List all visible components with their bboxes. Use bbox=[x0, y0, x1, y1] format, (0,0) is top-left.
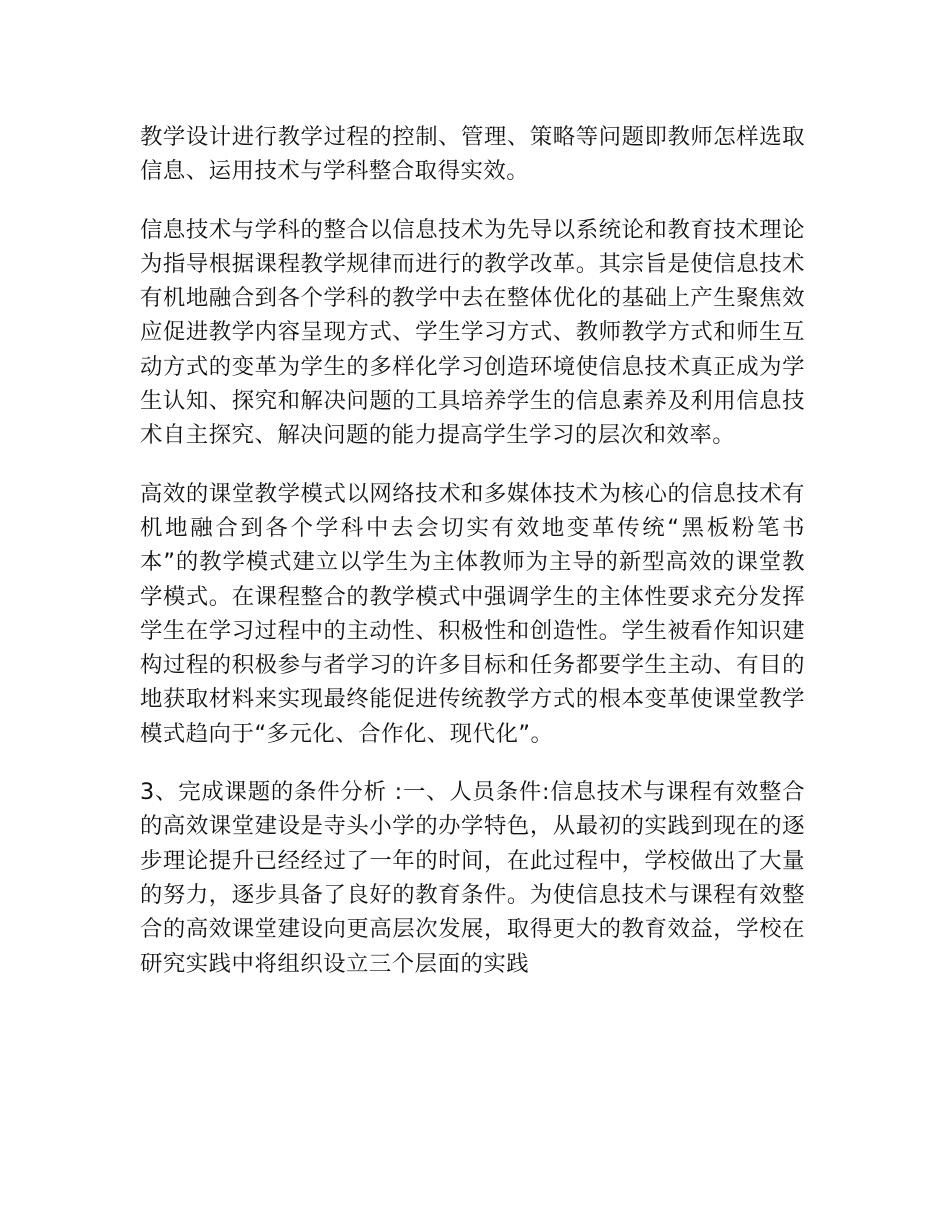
paragraph-2: 信息技术与学科的整合以信息技术为先导以系统论和教育技术理论为指导根据课程教学规律而进行的教学改革。其宗旨是使信息技术有机地融合到各个学科的教学中去在整体优化的基础上产生聚焦效应促进教学内容呈现方式、学生学习方式、教师教学方式和师生互动方式的变革为学生的多样化学习创造环境使信息技术真正成为学生认知、探究和解决问题的工具培养学生的信息素养及利用信息技术自主探究、解决问题的能力提高学生学习的层次和效率。 bbox=[140, 216, 805, 449]
paragraph-4: 3、完成课题的条件分析 :一、人员条件:信息技术与课程有效整合的高效课堂建设是寺头小学的办学特色，从最初的实践到现在的逐步理论提升已经经过了一年的时间，在此过程中，学校做出了大量的努力，逐步具备了良好的教育条件。为使信息技术与课程有效整合的高效课堂建设向更高层次发展，取得更大的教育效益，学校在研究实践中将组织设立三个层面的实践 bbox=[140, 779, 805, 977]
document-body bbox=[140, 120, 805, 981]
paragraph-3: 高效的课堂教学模式以网络技术和多媒体技术为核心的信息技术有机地融合到各个学科中去会切实有效地变革传统“黑板粉笔书本”的教学模式建立以学生为主体教师为主导的新型高效的课堂教学模式。在课程整合的教学模式中强调学生的主体性要求充分发挥学生在学习过程中的主动性、积极性和创造性。学生被看作知识建构过程的积极参与者学习的许多目标和任务都要学生主动、有目的地获取材料来实现最终能促进传统教学方式的根本变革使课堂教学模式趋向于“多元化、合作化、现代化”。 bbox=[140, 480, 805, 747]
paragraph-1: 教学设计进行教学过程的控制、管理、策略等问题即教师怎样选取信息、运用技术与学科整合取得实效。 bbox=[140, 124, 805, 185]
